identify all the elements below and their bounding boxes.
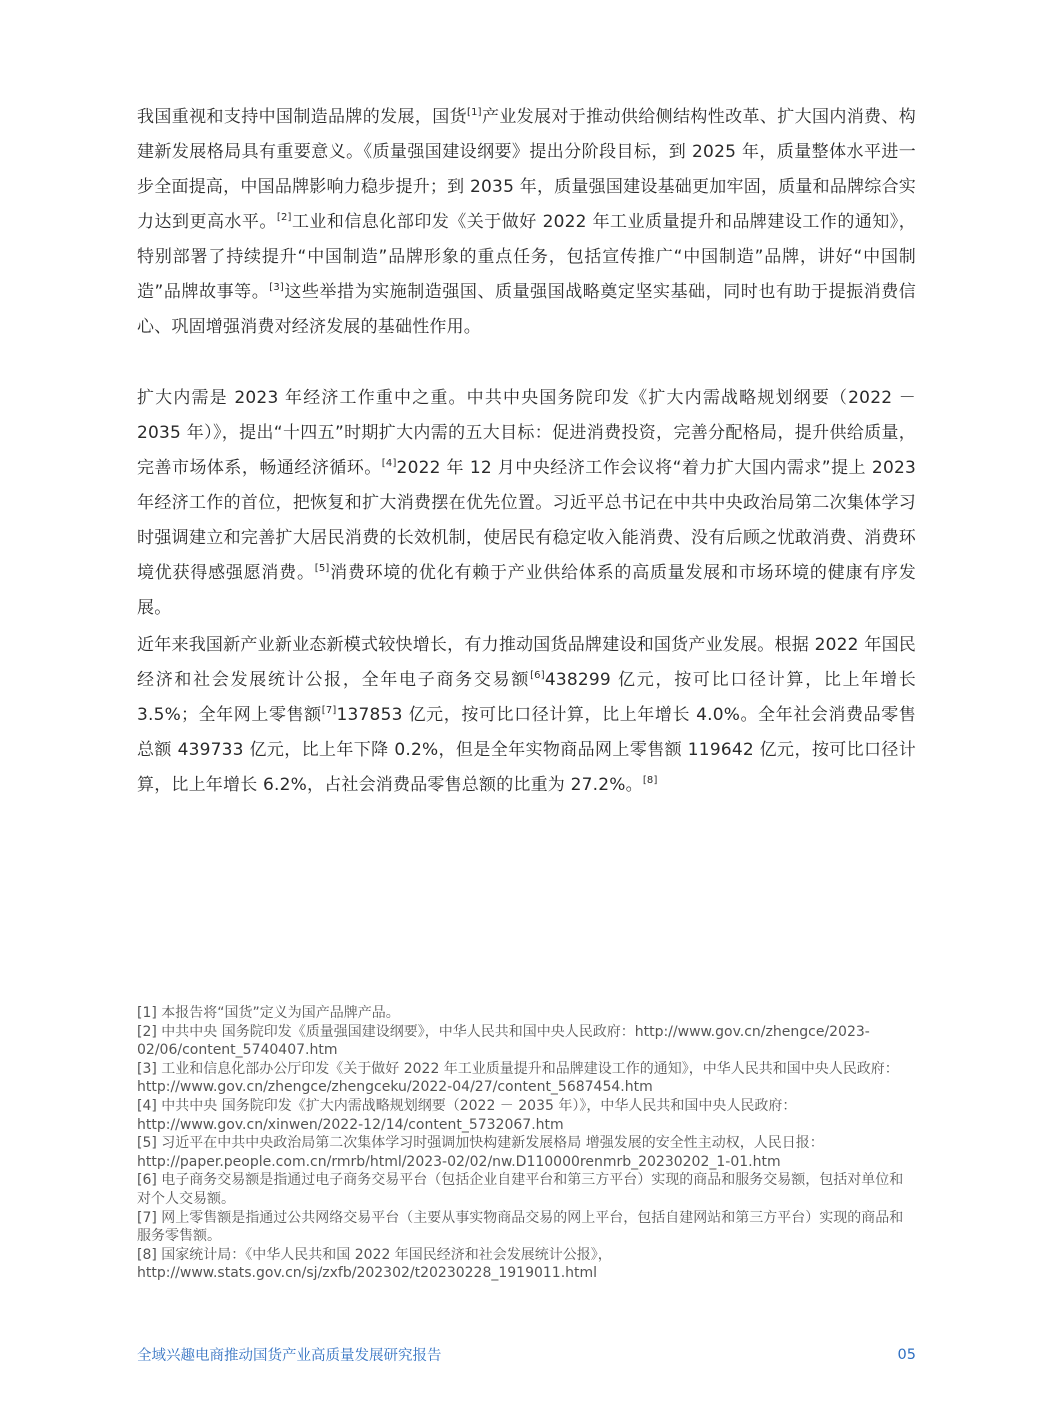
- footnote-ref[interactable]: [8]: [642, 775, 658, 786]
- report-title: 全域兴趣电商推动国货产业高质量发展研究报告: [137, 1348, 442, 1364]
- footnote-item: [2] 中共中央 国务院印发《质量强国建设纲要》，中华人民共和国中央人民政府：http://www.gov.cn/zhengce/2023-02/06/content_5740407.htm: [137, 1023, 870, 1059]
- paragraph-text: 消费环境的优化有赖于产业供给体系的高质量发展和市场环境的健康有序发展。: [137, 563, 916, 618]
- body-paragraph: [137, 100, 916, 345]
- page-number: 05: [897, 1346, 916, 1363]
- footnote-ref[interactable]: [4]: [381, 458, 397, 469]
- footnote-ref[interactable]: [5]: [314, 563, 330, 574]
- paragraph-text: 2022 年 12 月中央经济工作会议将“着力扩大国内需求”提上 2023 年经济工作的首位，把恢复和扩大消费摆在优先位置。习近平总书记在中共中央政治局第二次集体学习时强调建立和完善扩大居民消费的长效机制，使居民有稳定收入能消费、没有后顾之忧敢消费、消费环境优获得感强愿消费。: [137, 458, 916, 583]
- paragraph-text: 工业和信息化部印发《关于做好 2022 年工业质量提升和品牌建设工作的通知》，特别部署了持续提升“中国制造”品牌形象的重点任务，包括宣传推广“中国制造”品牌，讲好“中国制造”品牌故事等。: [137, 212, 916, 302]
- paragraph-text: 这些举措为实施制造强国、质量强国战略奠定坚实基础，同时也有助于提振消费信心、巩固增强消费对经济发展的基础性作用。: [137, 282, 916, 337]
- body-paragraph: [137, 381, 916, 626]
- footnote-item: [4] 中共中央 国务院印发《扩大内需战略规划纲要（2022 － 2035 年）》，中华人民共和国中央人民政府：http://www.gov.cn/xinwen/2022-12/14/content_5732067.htm: [137, 1097, 797, 1133]
- paragraph-text: 137853 亿元，按可比口径计算，比上年增长 4.0%。全年社会消费品零售总额 439733 亿元，比上年下降 0.2%，但是全年实物商品网上零售额 119642 亿元，按可比口径计算，比上年增长 6.2%，占社会消费品零售总额的比重为 27.2%。: [137, 705, 916, 795]
- footnote-ref[interactable]: [6]: [530, 670, 545, 681]
- footnote-ref[interactable]: [2]: [276, 212, 292, 223]
- paragraph-text: 产业发展对于推动供给侧结构性改革、扩大国内消费、构建新发展格局具有重要意义。《质量强国建设纲要》提出分阶段目标，到 2025 年，质量整体水平进一步全面提高，中国品牌影响力稳步提升；到 2035 年，质量强国建设基础更加牢固，质量和品牌综合实力达到更高水平。: [137, 107, 916, 232]
- footnote-item: [1] 本报告将“国货”定义为国产品牌产品。: [137, 1005, 400, 1021]
- footnote-item: [5] 习近平在中共中央政治局第二次集体学习时强调加快构建新发展格局 增强发展的安全性主动权，人民日报：http://paper.people.com.cn/rmrb/html/2023-02/02/nw.D110000renmrb_20230202_1-01.htm: [137, 1135, 824, 1170]
- footnote-item: [7] 网上零售额是指通过公共网络交易平台（主要从事实物商品交易的网上平台，包括自建网站和第三方平台）实现的商品和服务零售额。: [137, 1209, 904, 1245]
- paragraph-text: 扩大内需是 2023 年经济工作重中之重。中共中央国务院印发《扩大内需战略规划纲要（2022 － 2035 年）》，提出“十四五”时期扩大内需的五大目标：促进消费投资，完善分配格局，提升供给质量，完善市场体系，畅通经济循环。: [137, 388, 916, 478]
- footnote-item: [6] 电子商务交易额是指通过电子商务交易平台（包括企业自建平台和第三方平台）实现的商品和服务交易额，包括对单位和对个人交易额。: [137, 1172, 904, 1207]
- paragraph-text: 近年来我国新产业新业态新模式较快增长，有力推动国货品牌建设和国货产业发展。根据 2022 年国民经济和社会发展统计公报，全年电子商务交易额: [137, 635, 916, 690]
- footnote-item: [8] 国家统计局：《中华人民共和国 2022 年国民经济和社会发展统计公报》，http://www.stats.gov.cn/sj/zxfb/202302/t20230228_1919011.html: [137, 1246, 612, 1282]
- footnote-ref[interactable]: [1]: [467, 107, 482, 118]
- paragraph-text: 438299 亿元，按可比口径计算，比上年增长 3.5%；全年网上零售额: [137, 670, 916, 725]
- footnote-item: [3] 工业和信息化部办公厅印发《关于做好 2022 年工业质量提升和品牌建设工作的通知》，中华人民共和国中央人民政府：http://www.gov.cn/zhengce/zhengceku/2022-04/27/content_5687454.htm: [137, 1060, 899, 1096]
- body-paragraph: [137, 628, 916, 803]
- footnotes: [137, 1004, 916, 1283]
- paragraph-text: 我国重视和支持中国制造品牌的发展，国货: [137, 107, 468, 127]
- page-footer: [137, 1344, 916, 1365]
- footnote-ref[interactable]: [3]: [269, 282, 285, 293]
- footnote-ref[interactable]: [7]: [321, 705, 337, 716]
